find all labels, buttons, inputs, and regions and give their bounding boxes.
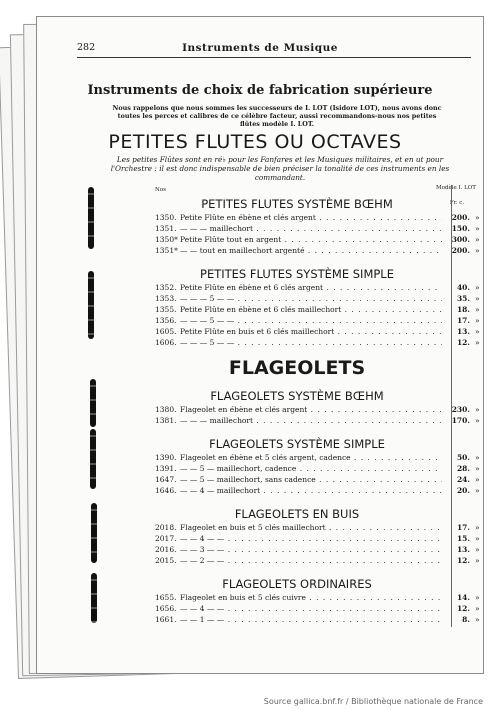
table-row: 1391. — — 5 — maillechort, cadence . . . 28. » bbox=[155, 464, 491, 474]
table-row: 1350* Petite Flûte tout en argent . . . 300. » bbox=[155, 235, 491, 245]
page-header bbox=[37, 42, 483, 56]
flageolet-boehm-illustration bbox=[90, 379, 96, 427]
table-row: 1661. — — 1 — — . . . 8. » bbox=[155, 615, 491, 625]
piccolo-simple-illustration bbox=[88, 271, 94, 339]
table-row: 1352. Petite Flûte en ébène et 6 clés argent . . . 40. » bbox=[155, 283, 491, 293]
table-row: 1647. — — 5 — maillechort, sans cadence . . . 24. » bbox=[155, 475, 491, 485]
flageolet-simple-illustration bbox=[90, 429, 96, 489]
section-title-flageolets: FLAGEOLETS bbox=[228, 357, 366, 379]
table-row: 2016. — — 3 — — . . . 13. » bbox=[155, 545, 491, 555]
table-row: 1656. — — 4 — — . . . 12. » bbox=[155, 604, 491, 614]
piccolo-boehm-illustration bbox=[88, 187, 94, 249]
table-row: 1356. — — — 5 — — . . . 17. » bbox=[155, 316, 491, 326]
flageolet-buis-illustration bbox=[91, 503, 97, 563]
table-row: 1353. — — — 5 — — . . . 35. » bbox=[155, 294, 491, 304]
page-number: 282 bbox=[77, 42, 96, 53]
column-header-number: Nos bbox=[155, 187, 166, 193]
section-heading: FLAGEOLETS SYSTÈME SIMPLE bbox=[209, 437, 385, 451]
header-rule bbox=[77, 57, 471, 58]
tonality-note: Les petites Flûtes sont en ré♭ pour les Fanfares et les Musiques militaires, et en ut pour l'Orchestre : il est donc indispensable de bien préciser la tonalité de ces instruments en les commandant. bbox=[110, 155, 450, 182]
table-row: 1350. Petite Flûte en ébène et clés argent . . . 200. » bbox=[155, 213, 491, 223]
section-title-petites-flutes: PETITES FLUTES OU OCTAVES bbox=[108, 131, 402, 153]
intro-text: Nous rappelons que nous sommes les successeurs de I. LOT (Isidore LOT), nous avons donc toutes les perces et calibres de ce célèbre facteur, aussi recommandons-nous nos petites flûtes modèle I. LOT. bbox=[112, 104, 442, 128]
section-heading: FLAGEOLETS SYSTÈME BŒHM bbox=[210, 389, 384, 403]
table-row: 1655. Flageolet en buis et 5 clés cuivre . . . 14. » bbox=[155, 593, 491, 603]
section-heading: FLAGEOLETS EN BUIS bbox=[234, 507, 360, 521]
table-row: 2018. Flageolet en buis et 5 clés maillechort . . . 17. » bbox=[155, 523, 491, 533]
table-row: 1351. — — — maillechort . . . 150. » bbox=[155, 224, 491, 234]
table-row: 1380. Flageolet en ébène et clés argent . . . 230. » bbox=[155, 405, 491, 415]
table-row: 1355. Petite Flûte en ébène et 6 clés maillechort . . . 18. » bbox=[155, 305, 491, 315]
table-row: 1390. Flageolet en ébène et 5 clés argent, cadence . . . 50. » bbox=[155, 453, 491, 463]
table-row: 1605. Petite Flûte en buis et 6 clés maillechort . . . 13. » bbox=[155, 327, 491, 337]
table-row: 2015. — — 2 — — . . . 12. » bbox=[155, 556, 491, 566]
column-header-model: Modèle I. LOT bbox=[436, 185, 476, 191]
catalog-page bbox=[36, 16, 484, 674]
section-heading: PETITES FLUTES SYSTÈME BŒHM bbox=[201, 197, 393, 211]
table-row: 2017. — — 4 — — . . . 15. » bbox=[155, 534, 491, 544]
column-header-currency: Fr. c. bbox=[449, 200, 465, 206]
table-row: 1381. — — — maillechort . . . 170. » bbox=[155, 416, 491, 426]
table-row: 1646. — — 4 — maillechort . . . 20. » bbox=[155, 486, 491, 496]
table-row: 1606. — — — 5 — — . . . 12. » bbox=[155, 338, 491, 348]
flageolet-ordinaire-illustration bbox=[91, 573, 97, 623]
section-heading: PETITES FLUTES SYSTÈME SIMPLE bbox=[200, 267, 394, 281]
section-heading: FLAGEOLETS ORDINAIRES bbox=[222, 577, 372, 591]
main-title: Instruments de choix de fabrication supérieure bbox=[87, 83, 433, 98]
table-row: 1351* — — tout en maillechort argenté . . . 200. » bbox=[155, 246, 491, 256]
running-title: Instruments de Musique bbox=[182, 42, 338, 54]
source-credit: Source gallica.bnf.fr / Bibliothèque nationale de France bbox=[263, 697, 483, 706]
